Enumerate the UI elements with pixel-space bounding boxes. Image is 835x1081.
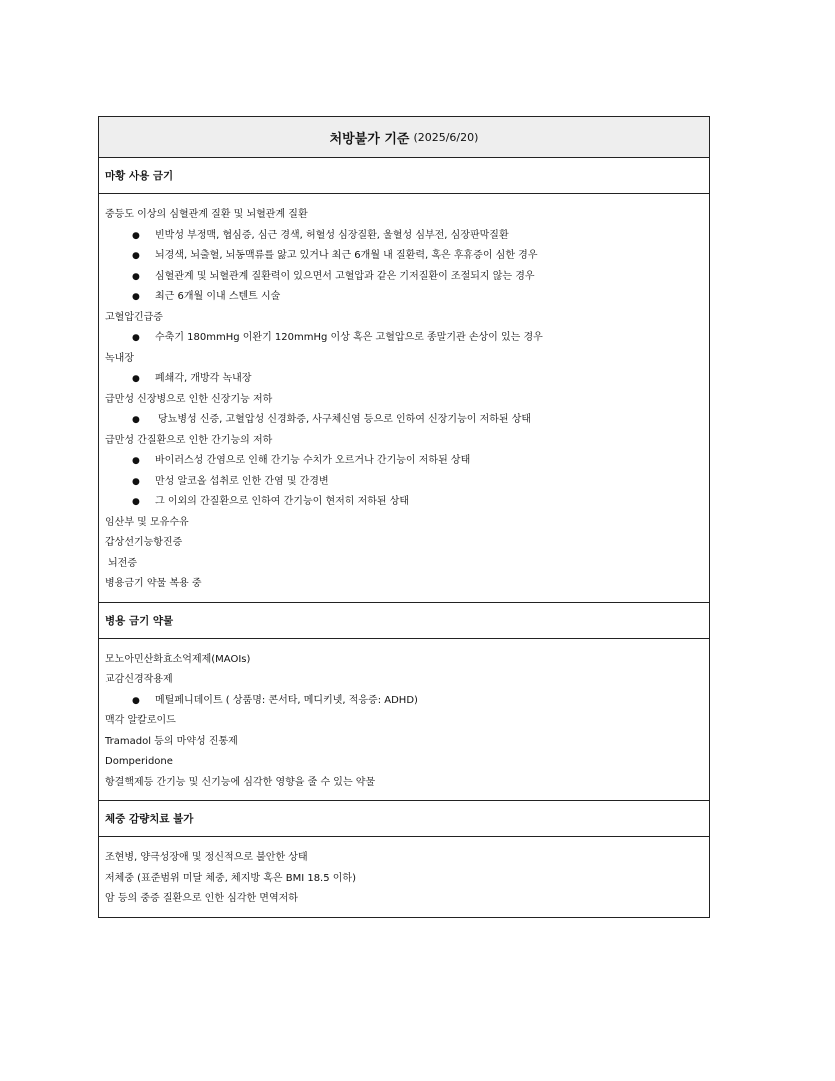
list-item-text: 수축기 180mmHg 이완기 120mmHg 이상 혹은 고혈압으로 종말기관 손상이 있는 경우 — [155, 332, 543, 343]
criteria-line: 저체중 (표준범위 미달 체중, 체지방 혹은 BMI 18.5 이하) — [105, 872, 356, 884]
section-body-ephedra-contraindications — [99, 194, 709, 603]
list-item — [99, 410, 709, 431]
criteria-line: 암 등의 중증 질환으로 인한 심각한 면역저하 — [105, 893, 298, 904]
list-item — [99, 226, 709, 247]
sections-container — [99, 158, 709, 917]
criteria-line: Tramadol 등의 마약성 진통제 — [105, 735, 238, 747]
bullet-icon: ● — [132, 456, 140, 466]
criteria-line: 모노아민산화효소억제제(MAOIs) — [105, 653, 251, 665]
list-item — [99, 472, 709, 493]
list-item-text: 만성 알코올 섭취로 인한 간염 및 간경변 — [155, 475, 329, 487]
criteria-line: 급만성 신장병으로 인한 신장기능 저하 — [105, 393, 273, 405]
criteria-line: 고혈압긴급증 — [105, 311, 163, 323]
bullet-icon: ● — [132, 695, 140, 706]
bullet-icon: ● — [132, 476, 140, 487]
criteria-line: 급만성 간질환으로 인한 간기능의 저하 — [105, 434, 273, 446]
criteria-line: 임산부 및 모유수유 — [105, 516, 189, 528]
list-item — [99, 492, 709, 513]
criteria-line: 조현병, 양극성장애 및 정신적으로 불안한 상태 — [105, 852, 308, 863]
list-item-text: 심혈관계 및 뇌혈관계 질환력이 있으면서 고혈압과 같은 기저질환이 조절되지 않는 경우 — [155, 270, 535, 282]
criteria-line: 갑상선기능항진증 — [105, 537, 183, 548]
list-item — [99, 451, 709, 472]
section-header-weight-loss-exclusions: 체중 감량치료 불가 — [99, 801, 709, 837]
criteria-line: 교감신경작용제 — [105, 674, 173, 685]
list-item — [99, 369, 709, 390]
document-date: (2025/6/20) — [413, 130, 479, 144]
criteria-line: 항결핵제등 간기능 및 신기능에 심각한 영향을 줄 수 있는 약물 — [105, 776, 376, 788]
document-title: 처방불가 기준 — [329, 131, 410, 147]
bullet-icon: ● — [132, 374, 140, 384]
bullet-icon: ● — [132, 271, 140, 282]
list-item-text: 당뇨병성 신증, 고혈압성 신경화증, 사구체신염 등으로 인하여 신장기능이 저하된 상태 — [158, 414, 532, 425]
criteria-line: 중등도 이상의 심혈관계 질환 및 뇌혈관계 질환 — [105, 209, 308, 220]
section-header-ephedra-contraindications: 마황 사용 금기 — [99, 158, 709, 194]
criteria-line: 녹내장 — [105, 352, 134, 364]
list-item-text: 그 이외의 간질환으로 인하여 간기능이 현저히 저하된 상태 — [155, 496, 410, 507]
list-item-text: 메틸페니데이트 ( 상품명: 콘서타, 메디키넷, 적응증: ADHD) — [155, 694, 418, 706]
list-item-text: 폐쇄각, 개방각 녹내장 — [155, 373, 252, 384]
list-item-text: 최근 6개월 이내 스텐트 시술 — [155, 291, 281, 302]
criteria-line: 맥각 알칼로이드 — [105, 715, 176, 726]
list-item — [99, 267, 709, 288]
list-item-text: 뇌경색, 뇌출혈, 뇌동맥류를 앓고 있거나 최근 6개월 내 질환력, 혹은 후휴증이 심한 경우 — [155, 250, 538, 261]
section-header-drug-interactions: 병용 금기 약물 — [99, 603, 709, 639]
list-item — [99, 287, 709, 308]
bullet-icon: ● — [132, 230, 140, 241]
criteria-line: 병용금기 약물 복용 중 — [105, 578, 202, 589]
bullet-icon: ● — [132, 333, 140, 343]
prescription-criteria-table — [98, 116, 710, 918]
section-body-weight-loss-exclusions — [99, 837, 709, 917]
criteria-line: Domperidone — [105, 756, 173, 767]
title-row — [99, 117, 709, 158]
list-item — [99, 691, 709, 712]
section-body-drug-interactions — [99, 639, 709, 802]
bullet-icon: ● — [132, 415, 140, 425]
bullet-icon: ● — [132, 251, 140, 261]
list-item — [99, 328, 709, 349]
bullet-icon: ● — [132, 292, 140, 302]
criteria-line: 뇌전증 — [108, 557, 137, 569]
list-item-text: 바이러스성 간염으로 인해 간기능 수치가 오르거나 간기능이 저하된 상태 — [155, 455, 471, 466]
bullet-icon: ● — [132, 497, 140, 507]
list-item — [99, 246, 709, 267]
list-item-text: 빈박성 부정맥, 협심증, 심근 경색, 허혈성 심장질환, 울혈성 심부전, 심장판막질환 — [155, 229, 509, 241]
